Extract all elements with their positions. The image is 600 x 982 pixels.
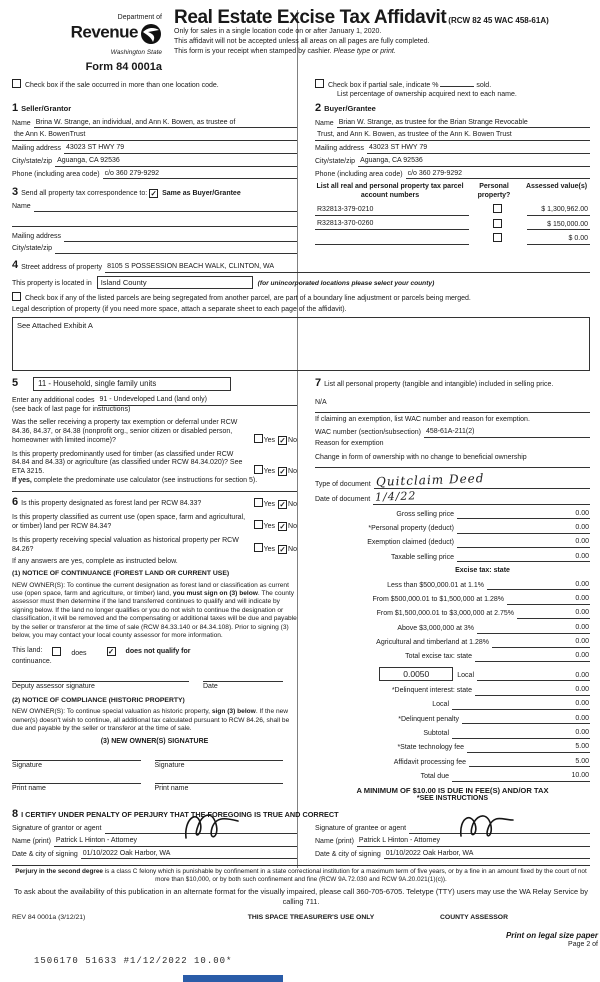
header-note-2: This affidavit will not be accepted unless all areas on all pages are fully completed. <box>174 37 430 45</box>
does-qualify-checkbox[interactable] <box>52 647 61 656</box>
type-of-document-handwriting: Quitclaim Deed <box>375 471 485 490</box>
new-owner-signature-row <box>12 760 297 771</box>
land-use-code-select[interactable]: 11 - Household, single family units <box>33 377 231 391</box>
dept-line2: Revenue <box>70 22 138 42</box>
continuance-label: continuance. <box>12 658 52 666</box>
partial-sale-sold-label: sold. <box>476 82 492 90</box>
delinquent-penalty-field[interactable]: 0.00 <box>547 715 590 725</box>
grantee-name-field[interactable]: Patrick L Hinton - Attorney <box>357 837 590 847</box>
buyer-mailing-field[interactable]: 43023 ST HWY 79 <box>367 144 590 154</box>
dept-line3: Washington State <box>110 48 162 56</box>
parties-band: 1 Seller/Grantor Name Brina W. Strange, an individual, and Ann K. Bowen, as trustee of the Ann K. BowenTrust Mailing address 43023 ST HWY 79 City/state/zip Aguanga, CA 92536 Phone (including area code) c/o 360 279-9292 3 Send all property tax correspondence to: ✓ Same as Buyer/Grantee Name Mailing address City/state/zip 2 Buyer/Grantee Name Brian W. Strange, as trustee for the Brian Strange Revocable Trust, and Ann K. Bowen, as trustee of the Ann K. Bowen Trust Mailing address 43023 ST HWY 79 City/state/zip Aguanga, CA 92536 Phone (including area code) c/o 360 279-9292 List all real and personal property tax parcel account numbers Personal property? Assessed value(s) R32813-379-0210 $ 1,300,962.00 R32813-370-0260 $ 150,000.00 $ 0.00 <box>12 101 588 253</box>
correspondence-name-field-line2[interactable] <box>12 216 297 227</box>
form-number: Form 84 0001a <box>85 60 162 73</box>
next-page-edge <box>183 975 283 982</box>
seller-city-field[interactable]: Aguanga, CA 92536 <box>55 157 297 167</box>
header-note-1: Only for sales in a single location code on or after January 1, 2020. <box>174 28 382 35</box>
new-owner-printname-field[interactable]: Print name <box>12 783 141 794</box>
local-tax-field[interactable]: 0.00 <box>547 672 590 682</box>
legal-description-label: Legal description of property (if you need more space, attach a separate sheet to each page of the affidavit). <box>12 306 347 313</box>
notice2-body: NEW OWNER(S): To continue special valuation as historic property, sign (3) below. If the new owner(s) doesn't wish to continue, all additional tax calculated pursuant to RCW 84.26, shall be due and payable by the seller or transferor at the time of sale. <box>12 708 290 733</box>
buyer-city-field[interactable]: Aguanga, CA 92536 <box>358 157 590 167</box>
historic-no-checkbox[interactable]: ✓ <box>279 544 286 554</box>
personal-property-checkbox[interactable] <box>493 233 502 242</box>
tier3-tax-field[interactable]: 0.00 <box>547 609 590 619</box>
county-assessor-label: COUNTY ASSESSOR <box>440 913 508 921</box>
exemption-yes-checkbox[interactable] <box>254 434 263 443</box>
details-band: 5 11 - Household, single family units Enter any additional codes 91 - Undeveloped Land (land only) (see back of last page for instructions) Was the seller receiving a property tax exemption or deferral under RCW 84.36, 84.37, or 84.38 (nonprofit org., senior citizen or disabled person, homeowner with limited income)? Yes ✓ No Is this property predominantly used for timber (as classified under RCW 84.84 and 84.33) or agriculture (as classified under RCW 84.34.020)? See ETA 3215. Yes ✓ No If yes, complete the predominate use calculator (see instructions for section 5). 6 Is this property designated as forest land per RCW 84.33? Yes ✓ No Is this property classified as current use (open space, farm and agricultural, or timber) land per RCW 84.34? Yes ✓ No Is this property receiving special valuation as historical property per RCW 84.26? Yes ✓ No If any answers are yes, complete as instructed below. (1) NOTICE OF CONTINUANCE (FOREST LAND OR CURRENT USE) NEW OWNER(S): To continue the current designation as forest land or classification as current use (open space, farm and agriculture, or timber) land, you must sign on (3) below. The county assessor must then determine if the land transferred continues to qualify and will indicate by signing below. If the land no longer qualifies or you do not wish to continue the designation or classification, it will be removed and the compensating or additional taxes will be due and payable by the seller or transferor at the time of sale (RCW 84.33.140 or 84.34.108). Prior to signing (3) below, you may contact your local county assessor for more information. This land: does ✓ does not qualify for continuance. Deputy assessor signature Date (2) NOTICE OF COMPLIANCE (HISTORIC PROPERTY) NEW OWNER(S): To continue special valuation as historic property, sign (3) below. If the new owner(s) doesn't wish to continue, all additional tax calculated pursuant to RCW 84.26, shall be due and payable by the seller or transferor at the time of sale. (3) NEW OWNER(S) SIGNATURE Signature Signature Print name Print name 7 List all personal property (tangible and intangible) included in selling price. N/A If claiming an exemption, list WAC number and reason for exemption. WAC number (section/subsection) 458-61A-211(2) Reason for exemption Change in form of ownership with no change to beneficial ownership Type of document Quitclaim Deed Date of document 1/4/22 Gross selling price 0.00 *Personal property (deduct) 0.00 Exemption claimed (deduct) 0.00 Taxable selling price 0.00 Excise tax: state Less than $500,000.01 at 1.1% 0.00 From $500,000.01 to $1,500,000 at 1.28% 0.00 From $1,500,000.01 to $3,000,000 at 2.75% 0.00 Above $3,000,000 at 3% 0.00 Agricultural and timberland at 1.28% 0.00 Total excise tax: state 0.00 0.0050 Local 0.00 *Delinquent interest: state 0.00 Local 0.00 *Delinquent penalty 0.00 Subtotal 0.00 *State technology fee 5.00 Affidavit processing fee 5.00 Total due 10.00 A MINIMUM OF $10.00 IS DUE IN FEE(S) AND/OR TAX *SEE INSTRUCTIONS <box>12 376 589 803</box>
current-use-yes-checkbox[interactable] <box>254 520 263 529</box>
minimum-due-note: A MINIMUM OF $10.00 IS DUE IN FEE(S) AND/OR TAX <box>356 785 549 795</box>
type-or-print-note: Please type or print. <box>333 47 396 55</box>
new-owner-signature-field[interactable]: Signature <box>12 760 141 771</box>
same-as-buyer-label: Same as Buyer/Grantee <box>162 190 241 198</box>
exemption-claimed-field[interactable]: 0.00 <box>547 538 590 548</box>
historic-question: Is this property receiving special valuation as historical property per RCW 84.26? <box>12 536 239 553</box>
cashier-stamp: 1506170 51633 #1/12/2022 10.00* <box>34 956 233 967</box>
tier2-tax-field[interactable]: 0.00 <box>547 595 590 605</box>
notice2-title: (2) NOTICE OF COMPLIANCE (HISTORIC PROPERTY) <box>12 696 185 704</box>
personal-property-checkbox[interactable] <box>493 204 502 213</box>
parcel-row <box>315 233 590 245</box>
parcel-col3-header: Assessed value(s) <box>525 183 588 191</box>
timber-yes-checkbox[interactable] <box>254 465 263 474</box>
parcel-row <box>315 219 590 231</box>
top-check-row <box>12 79 590 100</box>
section5-number: 5 <box>12 376 19 389</box>
total-excise-state-field[interactable]: 0.00 <box>547 652 590 662</box>
section2-number: 2 <box>315 101 322 114</box>
date-of-document-field[interactable] <box>373 490 590 505</box>
segregated-checkbox[interactable] <box>12 292 21 301</box>
gross-selling-price-field[interactable]: 0.00 <box>547 510 590 520</box>
ownership-percent-note: List percentage of ownership acquired next to each name. <box>337 91 517 99</box>
seller-exemption-question: Was the seller receiving a property tax exemption or deferral under RCW 84.36, 84.37, or 84.38 (nonprofit org., senior citizen or disabled person, homeowner with limited income)? <box>12 419 238 444</box>
header-note-3: This form is your receipt when stamped by cashier. Please type or print. <box>174 47 396 55</box>
perjury-note: Perjury in the second degree is a class C felony which is punishable by confinement in a state correctional institution for a maximum term of five years, or by a fine in an amount fixed by the court of not more than $10,000, or by both such confinement and fine (RCW 9A.72.030 and RCW 9A.20.021(1)(c)). <box>15 868 587 884</box>
grantee-signature-scribble <box>455 808 517 844</box>
county-select[interactable]: Island County <box>97 276 253 289</box>
dept-line1: Department of <box>117 14 162 21</box>
parcel-number-field[interactable]: R32813-379-0210 <box>315 206 469 216</box>
section1-number: 1 <box>12 101 19 114</box>
subtotal-field[interactable]: 0.00 <box>547 729 590 739</box>
personal-property-deduct-field[interactable]: 0.00 <box>547 524 590 534</box>
street-address-field[interactable]: 8105 S POSSESSION BEACH WALK, CLINTON, WA <box>105 263 590 273</box>
delinquent-interest-state-field[interactable]: 0.00 <box>547 686 590 696</box>
agricultural-tax-field[interactable]: 0.00 <box>547 638 590 648</box>
historic-yes-checkbox[interactable] <box>254 543 263 552</box>
grantor-name-field[interactable]: Patrick L Hinton - Attorney <box>54 837 297 847</box>
seller-mailing-field[interactable]: 43023 ST HWY 79 <box>64 144 297 154</box>
grantor-date-field[interactable]: 01/10/2022 Oak Harbor, WA <box>81 850 297 860</box>
state-technology-fee-field[interactable]: 5.00 <box>547 743 590 753</box>
taxable-selling-price-field[interactable]: 0.00 <box>547 553 590 563</box>
forest-land-question: 6 Is this property designated as forest land per RCW 84.33? <box>12 495 202 508</box>
section-divider <box>12 491 297 492</box>
seller-phone-field[interactable]: c/o 360 279-9292 <box>103 170 297 180</box>
notice3-title: (3) NEW OWNER(S) SIGNATURE <box>100 737 209 745</box>
section3-title: Send all property tax correspondence to: <box>21 190 148 198</box>
exemption-note: If claiming an exemption, list WAC number and reason for exemption. <box>315 416 530 424</box>
additional-codes-note: (see back of last page for instructions) <box>12 405 131 413</box>
assessed-value-field[interactable]: $ 150,000.00 <box>527 221 590 231</box>
additional-codes-field[interactable]: 91 - Undeveloped Land (land only) <box>98 396 298 406</box>
certify-statement: I CERTIFY UNDER PENALTY OF PERJURY THAT THE FOREGOING IS TRUE AND CORRECT <box>21 810 339 820</box>
certification-band: 8 I CERTIFY UNDER PENALTY OF PERJURY THAT THE FOREGOING IS TRUE AND CORRECT Signature of grantor or agent Name (print) Patrick L Hinton - Attorney Date & city of signing 01/10/2022 Oak Harbor, WA Signature of grantee or agent Name (print) Patrick L Hinton - Attorney Date & city of signing 01/10/2022 Oak Harbor, WA <box>12 808 590 859</box>
rev-number: REV 84 0001a (3/12/21) <box>12 913 86 921</box>
section7-header: 7 List all personal property (tangible and intangible) included in selling price. <box>315 376 554 389</box>
forest-no-checkbox[interactable]: ✓ <box>279 499 286 509</box>
partial-sale-label: Check box if partial sale, indicate % <box>327 82 439 90</box>
revenue-logo-icon <box>140 23 162 49</box>
see-instructions-note: *SEE INSTRUCTIONS <box>416 795 489 803</box>
assessed-value-field[interactable]: $ 0.00 <box>527 235 590 245</box>
form-title-rcw: (RCW 82 45 WAC 458-61A) <box>448 16 549 25</box>
new-owner-printname-field-2[interactable]: Print name <box>155 783 284 794</box>
parcel-col2-header: Personal property? <box>477 183 511 200</box>
current-use-no-checkbox[interactable]: ✓ <box>279 522 286 532</box>
reason-field[interactable]: Change in form of ownership with no change to beneficial ownership <box>315 453 527 461</box>
section6-note: If any answers are yes, complete as instructed below. <box>12 558 178 566</box>
print-on-legal-note: Print on legal size paper <box>505 931 598 941</box>
rule <box>315 412 590 413</box>
buyer-name-field-line2[interactable]: Trust, and Ann K. Bowen, as trustee of the Ann K. Bowen Trust <box>315 131 590 141</box>
buyer-phone-field[interactable]: c/o 360 279-9292 <box>406 170 590 180</box>
date-of-document-handwriting: 1/4/22 <box>375 489 417 504</box>
grantee-date-field[interactable]: 01/10/2022 Oak Harbor, WA <box>384 850 590 860</box>
section2-title: Buyer/Grantee <box>324 103 376 113</box>
multi-location-checkbox[interactable] <box>12 79 21 88</box>
correspondence-name-field[interactable] <box>34 203 297 212</box>
exemption-no-checkbox[interactable]: ✓ <box>279 435 286 445</box>
type-of-document-field[interactable] <box>374 473 590 489</box>
assessor-signature-row <box>12 681 297 692</box>
seller-name-field[interactable]: Brina W. Strange, an individual, and Ann K. Bowen, as trustee of <box>34 119 297 129</box>
total-due-field[interactable]: 10.00 <box>547 772 590 782</box>
current-use-question: Is this property classified as current use (open space, farm and agricultural, or timber) land per RCW 84.34? <box>12 514 246 531</box>
new-owner-signature-field-2[interactable]: Signature <box>155 760 284 771</box>
personal-property-field[interactable]: N/A <box>315 398 327 406</box>
does-not-qualify-checkbox[interactable]: ✓ <box>107 646 115 656</box>
personal-property-checkbox[interactable] <box>493 219 502 228</box>
assessor-date-field[interactable]: Date <box>203 681 283 692</box>
new-owner-printname-row <box>12 783 297 794</box>
excise-tax-state-header: Excise tax: state <box>455 567 510 575</box>
form-title: Real Estate Excise Tax Affidavit <box>174 7 447 28</box>
tier4-tax-field[interactable]: 0.00 <box>547 624 590 634</box>
property-band: 4 Street address of property 8105 S POSSESSION BEACH WALK, CLINTON, WA This property is located in Island County (for unincorporated locations please select your county) Check box if any of the listed parcels are being segregated from another parcel, are part of a boundary line adjustment or parcels being merged. Legal description of property (if you need more space, attach a separate sheet to each page of the affidavit). See Attached Exhibit A <box>12 259 590 371</box>
form-footer <box>12 865 590 967</box>
legal-description-field[interactable]: See Attached Exhibit A <box>12 317 590 371</box>
section4-number: 4 <box>12 259 19 272</box>
tier1-tax-field[interactable]: 0.00 <box>547 581 590 591</box>
correspondence-city-field[interactable] <box>55 245 297 254</box>
parcel-table <box>315 183 590 245</box>
timber-question: Is this property predominantly used for timber (as classified under RCW 84.84 and 84.33) or agriculture (as classified under RCW 84.34.020)? See ETA 3215. <box>12 450 243 476</box>
parcel-number-field[interactable]: R32813-370-0260 <box>315 220 469 230</box>
parcel-col1-header: List all real and personal property tax parcel account numbers <box>316 183 464 200</box>
seller-name-field-line2[interactable]: the Ann K. BowenTrust <box>12 131 297 141</box>
treasurer-use-label: THIS SPACE TREASURER'S USE ONLY <box>247 913 375 921</box>
partial-sale-percent-field[interactable] <box>440 86 474 87</box>
multi-location-label: Check box if the sale occurred in more than one location code. <box>24 82 219 90</box>
correspondence-mailing-field[interactable] <box>64 233 297 242</box>
notice1-body: NEW OWNER(S): To continue the current designation as forest land or classification as current use (open space, farm and agriculture, or timber) land, you must sign on (3) below. The county assessor must then determine if the land transferred continues to qualify and will indicate by signing below. If the land no longer qualifies or you do not wish to continue the designation or classification, it will be removed and the compensating or additional taxes will be due and payable by the seller or transferor at the time of sale (RCW 84.33.140 or 84.34.108). Prior to signing (3) below, you may contact your local county assessor for more information. <box>12 581 297 640</box>
partial-sale-checkbox[interactable] <box>315 79 324 88</box>
county-hint: (for unincorporated locations please select your county) <box>257 279 435 287</box>
assessed-value-field[interactable]: $ 1,300,962.00 <box>527 206 590 216</box>
same-as-buyer-checkbox[interactable]: ✓ <box>150 189 157 199</box>
agency-block <box>12 8 162 74</box>
parcel-number-field[interactable] <box>315 235 469 245</box>
affidavit-processing-fee-field[interactable]: 5.00 <box>547 758 590 768</box>
tty-note: To ask about the availability of this publication in an alternate format for the visually impaired, please call 360-705-6705. Teletype (TTY) users may use the WA Relay Service by calling 711. <box>14 887 588 906</box>
local-rate-field[interactable]: 0.0050 <box>379 667 453 682</box>
section8-number: 8 <box>12 808 19 821</box>
continuance-row: This land: does ✓ does not qualify for <box>12 646 191 657</box>
parcel-row <box>315 204 590 216</box>
rule <box>315 467 590 468</box>
wac-number-field[interactable]: 458-61A-211(2) <box>424 428 590 438</box>
grantor-signature-scribble <box>182 808 244 844</box>
buyer-name-field[interactable]: Brian W. Strange, as trustee for the Brian Strange Revocable <box>337 119 590 129</box>
section1-title: Seller/Grantor <box>21 103 72 113</box>
form-header <box>12 8 590 74</box>
segregated-label: Check box if any of the listed parcels are being segregated from another parcel, are part of a boundary line adjustment or parcels being merged. <box>24 295 471 303</box>
delinquent-interest-local-field[interactable]: 0.00 <box>547 700 590 710</box>
forest-yes-checkbox[interactable] <box>254 498 263 507</box>
section3-number: 3 <box>12 186 19 199</box>
page-indicator: Page 2 of <box>568 941 598 949</box>
deputy-assessor-signature-field[interactable]: Deputy assessor signature <box>12 681 189 692</box>
reason-label: Reason for exemption <box>315 439 384 447</box>
timber-no-checkbox[interactable]: ✓ <box>279 467 286 477</box>
predominate-use-note: If yes, complete the predominate use calculator (see instructions for section 5). <box>12 476 258 484</box>
notice1-title: (1) NOTICE OF CONTINUANCE (FOREST LAND OR CURRENT USE) <box>12 570 230 578</box>
